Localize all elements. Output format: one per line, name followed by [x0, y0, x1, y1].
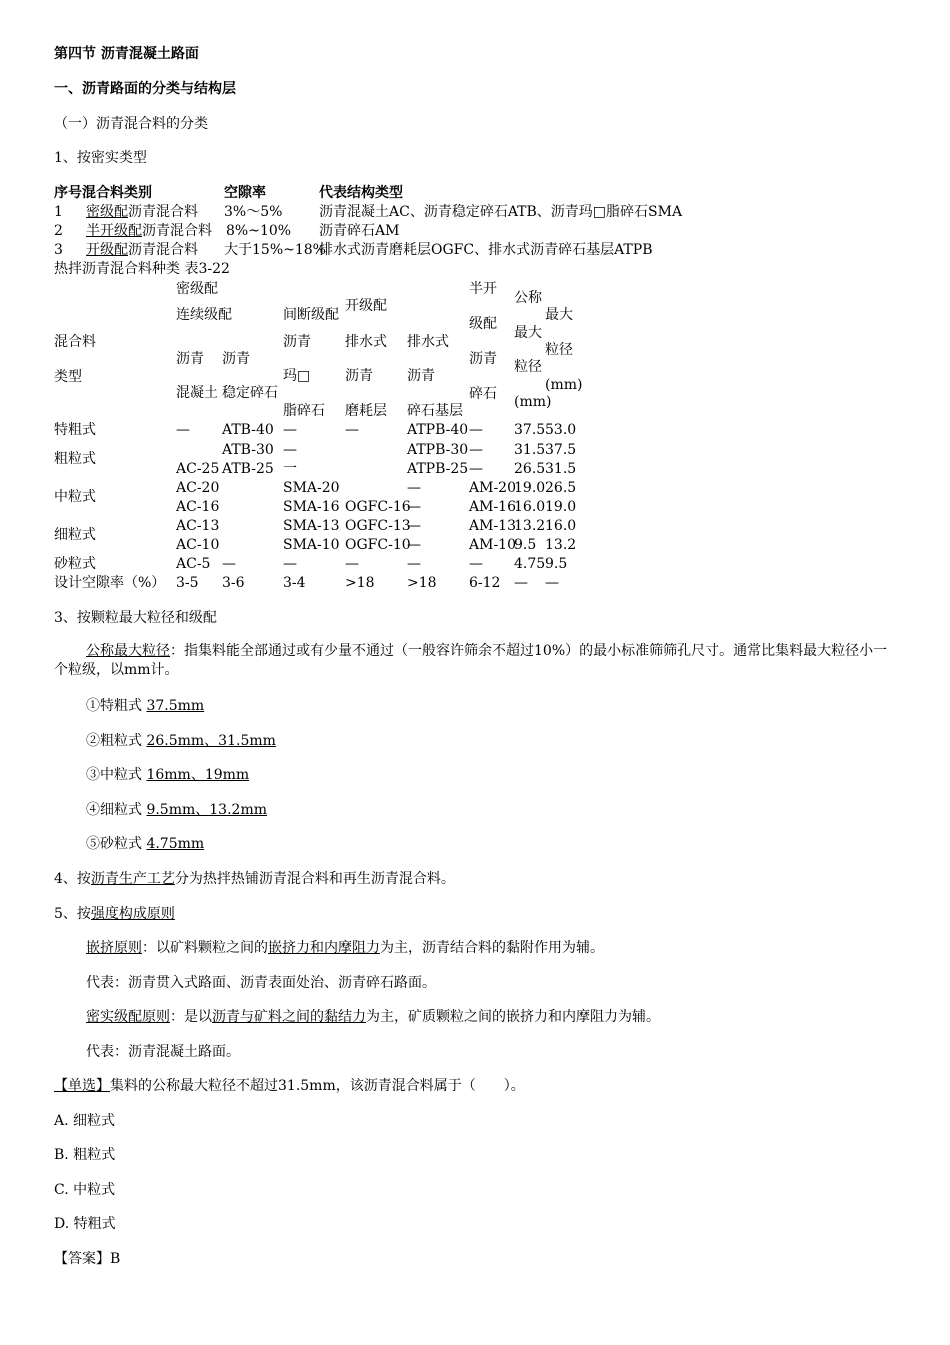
item4-prefix: 4、按 [54, 871, 91, 887]
dense-principle [86, 1009, 660, 1025]
interlock-text-a: ：以矿料颗粒之间的 [142, 940, 268, 956]
cell-ogfc: OGFC-10 [345, 537, 411, 553]
cell-max: 16.0 [545, 518, 577, 534]
density-row-no: 1 [54, 204, 63, 220]
density-row-void: 3%～5% [224, 204, 283, 220]
cell-atb: ATB-25 [222, 461, 274, 477]
header-dense: 密级配 [176, 281, 218, 297]
header-semi-2: 级配 [469, 316, 497, 332]
density-row-type-key: 密级配 [86, 204, 128, 220]
size-list-value: 4.75mm [146, 836, 205, 852]
cell-ogfc: >18 [345, 575, 375, 591]
cell-ac: AC-20 [176, 480, 220, 496]
question-text: 集料的公称最大粒径不超过31.5mm，该沥青混合料属于（ ）。 [110, 1078, 525, 1094]
cell-nom: 26.5 [514, 461, 546, 477]
cell-sma: 3-4 [283, 575, 306, 591]
cell-atb: — [222, 556, 236, 572]
cell-atpb: — [407, 480, 421, 496]
cell-am: 6-12 [469, 575, 501, 591]
cell-ac: AC-16 [176, 499, 220, 515]
header-mix-type-2: 类型 [54, 369, 82, 385]
cell-ac: AC-5 [176, 556, 211, 572]
size-list-label: ①特粗式 [86, 698, 147, 714]
group-medium: 中粒式 [54, 489, 96, 505]
density-header-examples: 代表结构类型 [319, 185, 403, 201]
group-coarse: 粗粒式 [54, 451, 96, 467]
size-list-label: ④细粒式 [86, 802, 147, 818]
cell-sma: — [283, 422, 297, 438]
header-atpb-2: 沥青 [407, 368, 435, 384]
cell-sma: 一 [283, 461, 297, 477]
size-list-item [86, 836, 204, 852]
cell-atpb: ATPB-40 [407, 422, 469, 438]
dense-term: 密实级配原则 [86, 1009, 170, 1025]
group-fine: 细粒式 [54, 527, 96, 543]
cell-nom: 37.5 [514, 422, 546, 438]
density-row-type-rest: 沥青混合料 [142, 223, 212, 239]
density-row-type-rest: 沥青混合料 [128, 204, 198, 220]
cell-sma: SMA-16 [283, 499, 340, 515]
group-extra-coarse: 特粗式 [54, 422, 96, 438]
cell-am: — [469, 461, 483, 477]
cell-nom: 19.0 [514, 480, 546, 496]
cell-atpb: — [407, 537, 421, 553]
size-list-value: 9.5mm、13.2mm [146, 802, 267, 818]
dense-text-b: 为主，矿质颗粒之间的嵌挤力和内摩阻力为辅。 [366, 1009, 660, 1025]
density-header-void: 空隙率 [224, 185, 266, 201]
cell-am: — [469, 442, 483, 458]
density-header-no: 序号 [54, 185, 82, 201]
cell-nom: 13.2 [514, 518, 546, 534]
definition-text: ：指集料能全部通过或有少量不通过（一般容许筛余不超过10%）的最小标准筛筛孔尺寸。通常比集料最大粒径小一个粒级，以mm计。 [54, 643, 888, 678]
density-row-type [86, 223, 212, 239]
mix-table-caption: 热拌沥青混合料种类 表3-22 [54, 261, 230, 277]
cell-atpb: — [407, 499, 421, 515]
header-sma-3: 脂碎石 [283, 403, 325, 419]
dense-examples: 代表：沥青混凝土路面。 [86, 1044, 240, 1060]
density-row-type-key: 半开级配 [86, 223, 142, 239]
header-atb-2: 稳定碎石 [222, 385, 278, 401]
cell-max: — [545, 575, 559, 591]
header-am-2: 碎石 [469, 386, 497, 402]
size-list-item [86, 698, 204, 714]
size-list-label: ⑤砂粒式 [86, 836, 147, 852]
header-ogfc-1: 排水式 [345, 334, 387, 350]
cell-atpb: — [407, 556, 421, 572]
header-nominal-1: 公称 [514, 290, 542, 306]
header-sma-2: 玛□ [283, 368, 311, 384]
header-nominal-3: 粒径 [514, 359, 542, 375]
question-tag: 【单选】 [54, 1078, 110, 1094]
cell-nom: 31.5 [514, 442, 546, 458]
header-nominal-4: (mm) [514, 394, 552, 410]
cell-atpb: ATPB-30 [407, 442, 469, 458]
cell-max: 31.5 [545, 461, 577, 477]
cell-max: 53.0 [545, 422, 577, 438]
item5-key: 强度构成原则 [90, 906, 175, 922]
question-stem [54, 1078, 525, 1094]
header-atb-1: 沥青 [222, 351, 250, 367]
header-mix-type-1: 混合料 [54, 334, 96, 350]
item5-heading [54, 906, 175, 922]
density-row-no: 3 [54, 242, 63, 258]
size-list-value: 37.5mm [146, 698, 205, 714]
density-row-examples: 排水式沥青磨耗层OGFC、排水式沥青碎石基层ATPB [319, 242, 653, 258]
size-list-item [86, 733, 276, 749]
size-list-item [86, 767, 249, 783]
header-continuous: 连续级配 [176, 307, 232, 323]
size-list-label: ③中粒式 [86, 767, 147, 783]
header-semi-1: 半开 [469, 281, 497, 297]
header-nominal-2: 最大 [514, 325, 542, 341]
group-void: 设计空隙率（%） [54, 575, 166, 591]
interlock-principle [86, 940, 604, 956]
density-row-void: 大于15%~18% [224, 242, 326, 258]
definition-term: 公称最大粒径 [86, 643, 170, 659]
cell-ogfc: — [345, 556, 359, 572]
header-ogfc-3: 磨耗层 [345, 403, 387, 419]
header-max-2: 粒径 [545, 342, 573, 358]
interlock-term: 嵌挤原则 [86, 940, 142, 956]
density-row-type-rest: 沥青混合料 [128, 242, 198, 258]
size-list-value: 26.5mm、31.5mm [146, 733, 276, 749]
cell-nom: 9.5 [514, 537, 537, 553]
header-ac-2: 混凝土 [176, 385, 218, 401]
cell-am: AM-13 [469, 518, 516, 534]
answer: 【答案】B [54, 1251, 121, 1267]
subheading: （一）沥青混合料的分类 [54, 116, 208, 132]
size-list-value: 16mm、19mm [146, 767, 250, 783]
cell-atb: ATB-30 [222, 442, 274, 458]
cell-am: AM-10 [469, 537, 516, 553]
cell-ac: AC-10 [176, 537, 220, 553]
dense-text-a: ：是以 [170, 1009, 212, 1025]
cell-sma: — [283, 556, 297, 572]
option-c: C. 中粒式 [54, 1182, 116, 1198]
header-atpb-3: 碎石基层 [407, 403, 463, 419]
item5-prefix: 5、按 [54, 906, 91, 922]
cell-ogfc: — [345, 422, 359, 438]
density-row-no: 2 [54, 223, 63, 239]
cell-max: 37.5 [545, 442, 577, 458]
header-max-1: 最大 [545, 307, 573, 323]
item-heading: 1、按密实类型 [54, 150, 147, 166]
interlock-text-b: 为主，沥青结合料的黏附作用为辅。 [380, 940, 604, 956]
cell-max: 26.5 [545, 480, 577, 496]
density-row-type [86, 242, 198, 258]
cell-ogfc: OGFC-16 [345, 499, 411, 515]
option-a: A. 细粒式 [54, 1113, 116, 1129]
cell-sma: SMA-20 [283, 480, 340, 496]
cell-atb: ATB-40 [222, 422, 274, 438]
cell-ac: 3-5 [176, 575, 199, 591]
cell-max: 13.2 [545, 537, 577, 553]
cell-ac: AC-13 [176, 518, 220, 534]
interlock-key: 嵌挤力和内摩阻力 [268, 940, 380, 956]
header-am-1: 沥青 [469, 351, 497, 367]
cell-am: AM-16 [469, 499, 516, 515]
cell-ac: — [176, 422, 190, 438]
header-max-3: (mm) [545, 377, 583, 393]
cell-atb: 3-6 [222, 575, 245, 591]
header-ac-1: 沥青 [176, 351, 204, 367]
size-list-item [86, 802, 267, 818]
cell-ac: AC-25 [176, 461, 220, 477]
cell-nom: 16.0 [514, 499, 546, 515]
item3-heading: 3、按颗粒最大粒径和级配 [54, 610, 217, 626]
density-row-type-key: 开级配 [86, 242, 128, 258]
cell-am: — [469, 422, 483, 438]
size-list-label: ②粗粒式 [86, 733, 147, 749]
option-b: B. 粗粒式 [54, 1147, 116, 1163]
density-row-type [86, 204, 198, 220]
header-gap: 间断级配 [283, 307, 339, 323]
cell-sma: SMA-13 [283, 518, 340, 534]
dense-key: 沥青与矿料之间的黏结力 [212, 1009, 366, 1025]
density-row-examples: 沥青混凝土AC、沥青稳定碎石ATB、沥青玛□脂碎石SMA [319, 204, 683, 220]
header-sma-1: 沥青 [283, 334, 311, 350]
header-atpb-1: 排水式 [407, 334, 449, 350]
item4-key: 沥青生产工艺 [90, 871, 175, 887]
cell-max: 19.0 [545, 499, 577, 515]
cell-max: 9.5 [545, 556, 568, 572]
cell-nom: 4.75 [514, 556, 546, 572]
section-title: 第四节 沥青混凝土路面 [54, 46, 199, 62]
part-heading: 一、沥青路面的分类与结构层 [54, 81, 236, 97]
cell-nom: — [514, 575, 528, 591]
density-row-examples: 沥青碎石AM [319, 223, 400, 239]
cell-sma: SMA-10 [283, 537, 340, 553]
cell-sma: — [283, 442, 297, 458]
cell-atpb: >18 [407, 575, 437, 591]
interlock-examples: 代表：沥青贯入式路面、沥青表面处治、沥青碎石路面。 [86, 975, 436, 991]
option-d: D. 特粗式 [54, 1216, 116, 1232]
header-ogfc-2: 沥青 [345, 368, 373, 384]
item4-paragraph [54, 871, 455, 887]
cell-atpb: — [407, 518, 421, 534]
item3-definition [54, 642, 900, 680]
cell-atpb: ATPB-25 [407, 461, 469, 477]
cell-am: — [469, 556, 483, 572]
item4-suffix: 分为热拌热铺沥青混合料和再生沥青混合料。 [174, 871, 455, 887]
header-open: 开级配 [345, 298, 387, 314]
group-sand: 砂粒式 [54, 556, 96, 572]
cell-am: AM-20 [469, 480, 516, 496]
density-header-type: 混合料类别 [82, 185, 152, 201]
cell-ogfc: OGFC-13 [345, 518, 411, 534]
density-row-void: 8%~10% [226, 223, 292, 239]
